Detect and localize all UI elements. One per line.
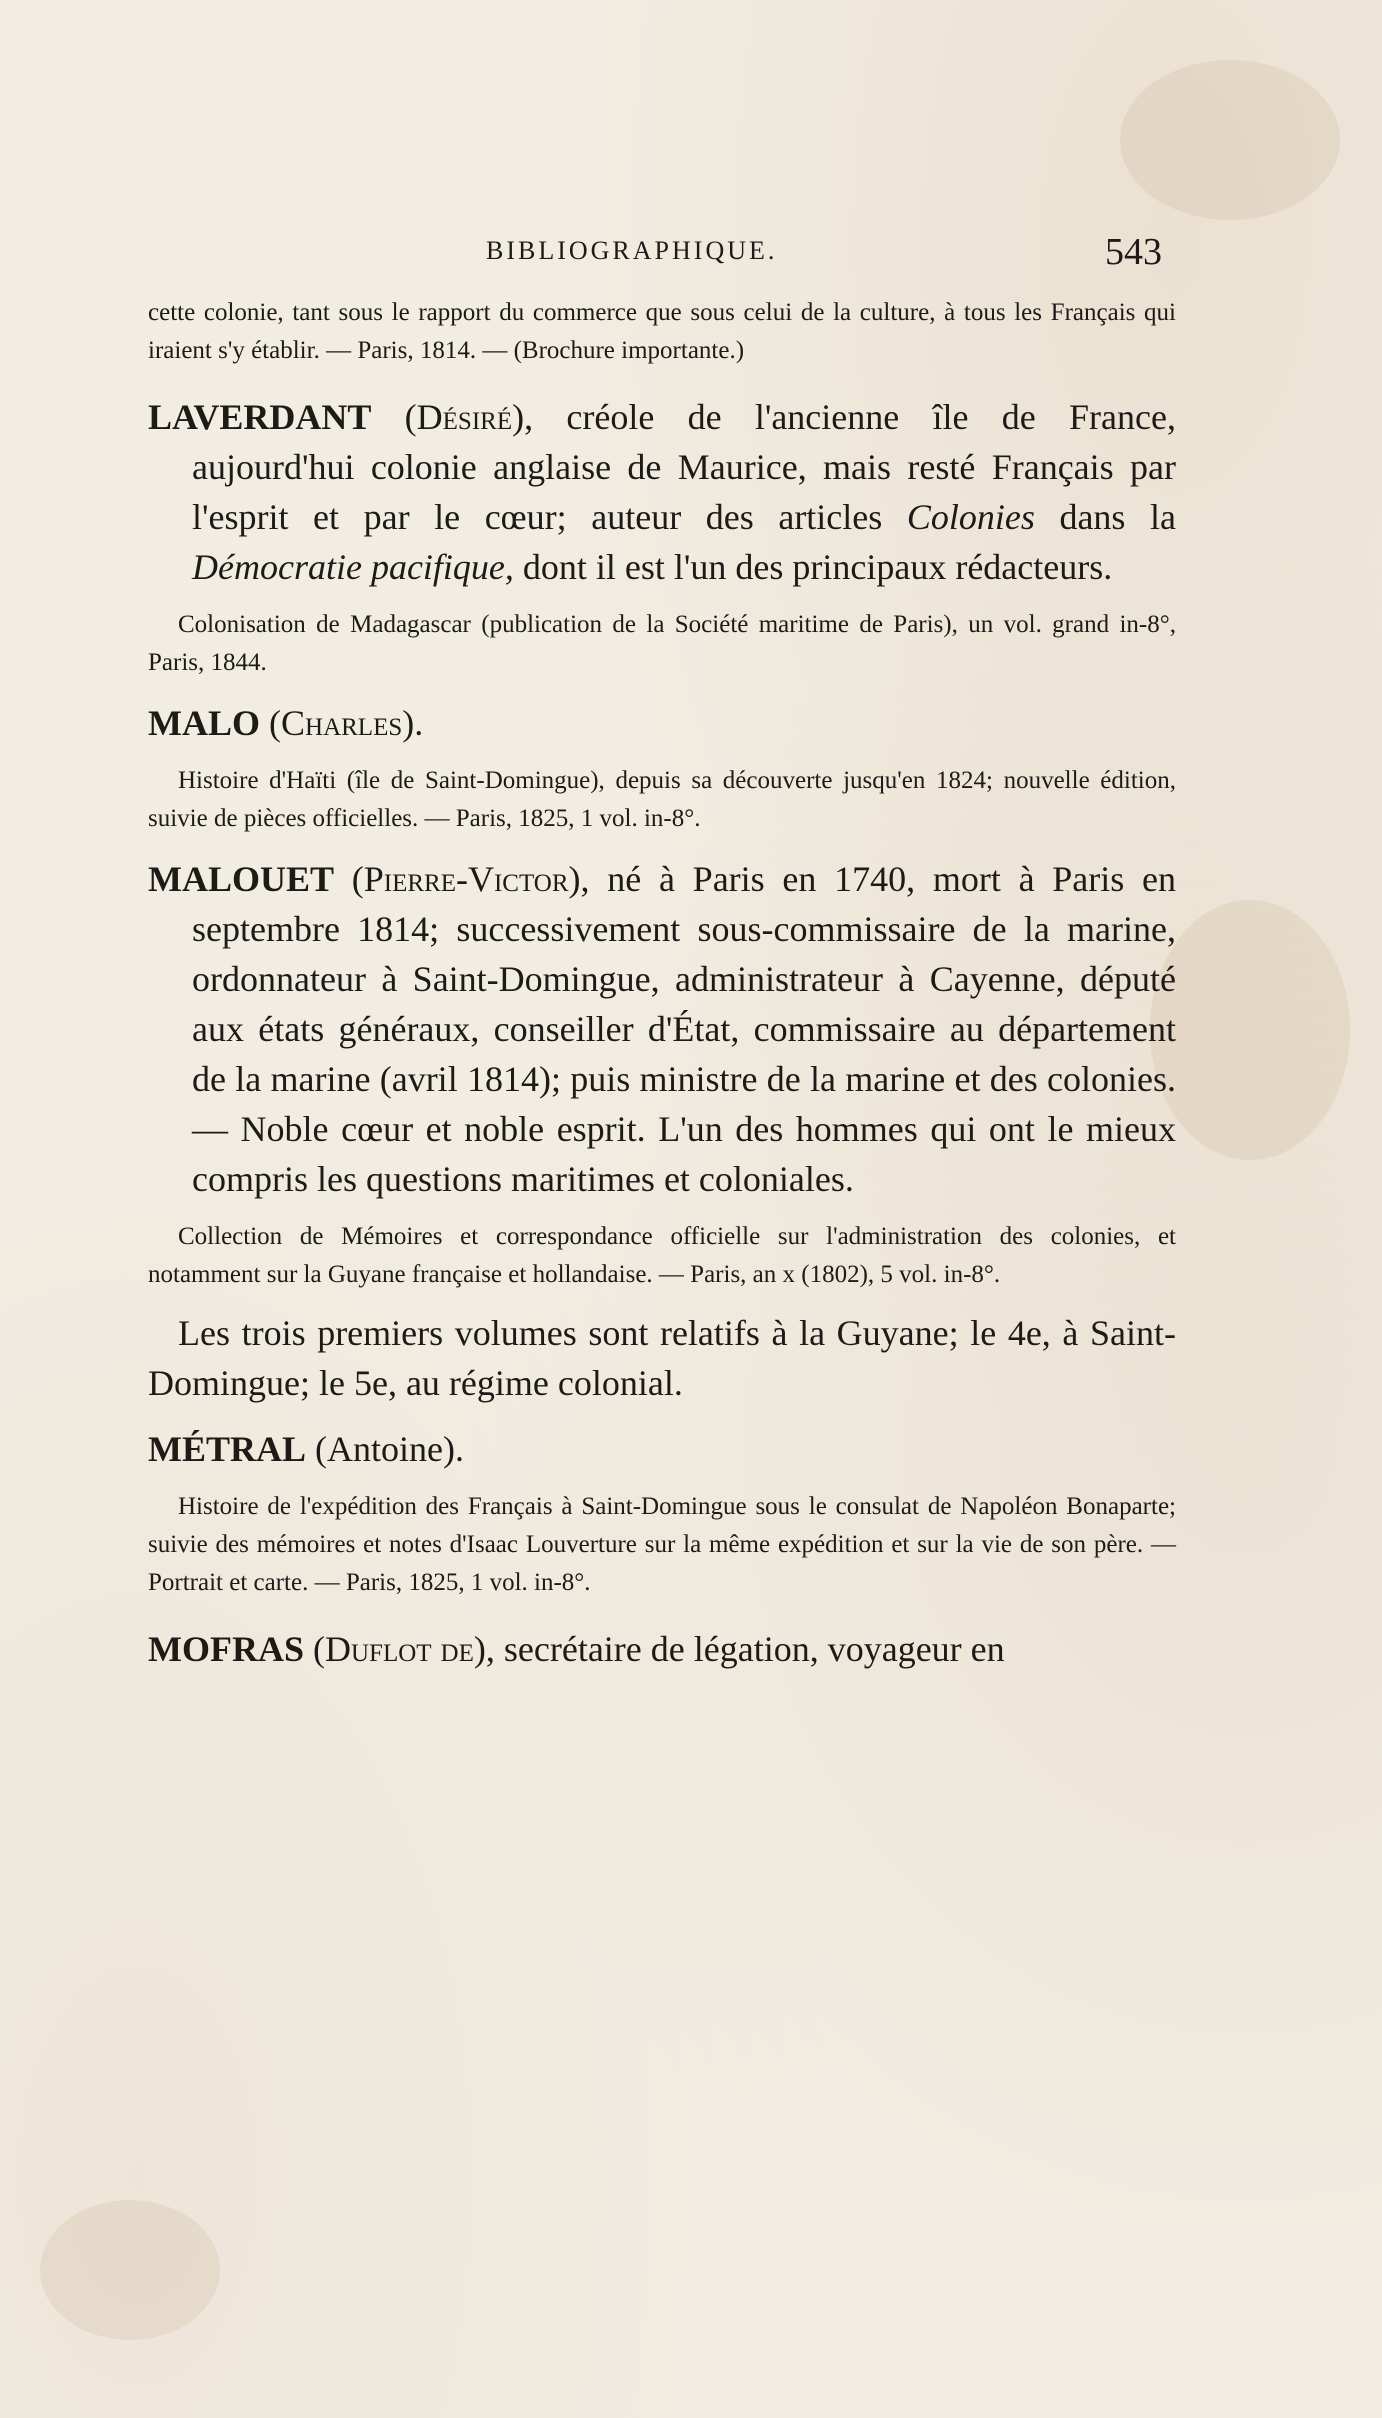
entry-laverdant: LAVERDANT (Désiré), créole de l'ancienne île de France, aujourd'hui colonie anglaise de Maurice, mais resté Français par l'esprit et par le cœur; auteur des articles Colonies dans la Démocratie pacifique, dont il est l'un des principaux rédacteurs.	[148, 397, 1176, 587]
running-header	[0, 230, 1382, 280]
paper-stain	[40, 2200, 220, 2340]
entry-surname: LAVERDANT	[148, 397, 372, 437]
entry-work: Colonisation de Madagascar (publication de la Société maritime de Paris), un vol. grand in-8°, Paris, 1844.	[148, 611, 1176, 676]
entry-malouet: MALOUET (Pierre-Victor), né à Paris en 1740, mort à Paris en septembre 1814; successivement sous-commissaire de la marine, ordonnateur à Saint-Domingue, administrateur à Cayenne, député aux états généraux, conseiller d'État, commissaire au département de la marine (avril 1814); puis ministre de la marine et des colonies. — Noble cœur et noble esprit. L'un des hommes qui ont le mieux compris les questions maritimes et coloniales.	[148, 859, 1176, 1199]
entry-italic-title: Colonies	[906, 497, 1035, 537]
paper-stain	[1120, 60, 1340, 220]
entry-surname: MALO	[148, 703, 260, 743]
entry-work: Collection de Mémoires et correspondance officielle sur l'administration des colonies, et notamment sur la Guyane française et hollandaise. — Paris, an x (1802), 5 vol. in-8°.	[148, 1223, 1176, 1288]
page-number: 543	[1105, 231, 1162, 273]
entry-work: Histoire de l'expédition des Français à Saint-Domingue sous le consulat de Napoléon Bonaparte; suivie des mémoires et notes d'Isaac Louverture sur la même expédition et sur la vie de son père. — Portrait et carte. — Paris, 1825, 1 vol. in-8°.	[148, 1493, 1176, 1596]
entry-mofras: MOFRAS (Duflot de), secrétaire de légation, voyageur en	[148, 1629, 1005, 1669]
entry-description: , créole de l'ancienne île de France, aujourd'hui colonie anglaise de Maurice, mais resté Français par l'esprit et par le cœur; auteur des articles	[192, 397, 1176, 537]
entry-surname: MALOUET	[148, 859, 335, 899]
running-title: BIBLIOGRAPHIQUE.	[486, 236, 778, 265]
entry-surname: MÉTRAL	[148, 1429, 307, 1469]
entry-firstname: Charles	[281, 703, 403, 743]
entry-malo: MALO (Charles).	[148, 703, 424, 743]
entry-italic-title: Démocratie pacifique,	[192, 547, 514, 587]
entry-note: Les trois premiers volumes sont relatifs à la Guyane; le 4e, à Saint-Domingue; le 5e, au régime colonial.	[148, 1313, 1176, 1403]
entry-description: , secrétaire de légation, voyageur en	[485, 1629, 1005, 1669]
paper-stain	[1150, 900, 1350, 1160]
page-content	[148, 294, 1176, 1674]
entry-firstname: Pierre-Victor	[363, 859, 569, 899]
entry-surname: MOFRAS	[148, 1629, 304, 1669]
entry-description: dont il est l'un des principaux rédacteurs.	[513, 547, 1113, 587]
entry-description: dans la	[1034, 497, 1176, 537]
intro-continuation: cette colonie, tant sous le rapport du commerce que sous celui de la culture, à tous les Français qui iraient s'y établir. — Paris, 1814. — (Brochure importante.)	[148, 299, 1176, 364]
entry-firstname: Désiré	[416, 397, 513, 437]
entry-firstname: Antoine	[327, 1429, 443, 1469]
entry-work: Histoire d'Haïti (île de Saint-Domingue), depuis sa découverte jusqu'en 1824; nouvelle édition, suivie de pièces officielles. — Paris, 1825, 1 vol. in-8°.	[148, 767, 1176, 832]
entry-metral: MÉTRAL (Antoine).	[148, 1429, 464, 1469]
entry-description: , né à Paris en 1740, mort à Paris en septembre 1814; successivement sous-commissaire de la marine, ordonnateur à Saint-Domingue, administrateur à Cayenne, député aux états généraux, conseiller d'État, commissaire au département de la marine (avril 1814); puis ministre de la marine et des colonies. — Noble cœur et noble esprit. L'un des hommes qui ont le mieux compris les questions maritimes et coloniales.	[192, 859, 1176, 1199]
entry-firstname: Duflot de	[325, 1629, 474, 1669]
